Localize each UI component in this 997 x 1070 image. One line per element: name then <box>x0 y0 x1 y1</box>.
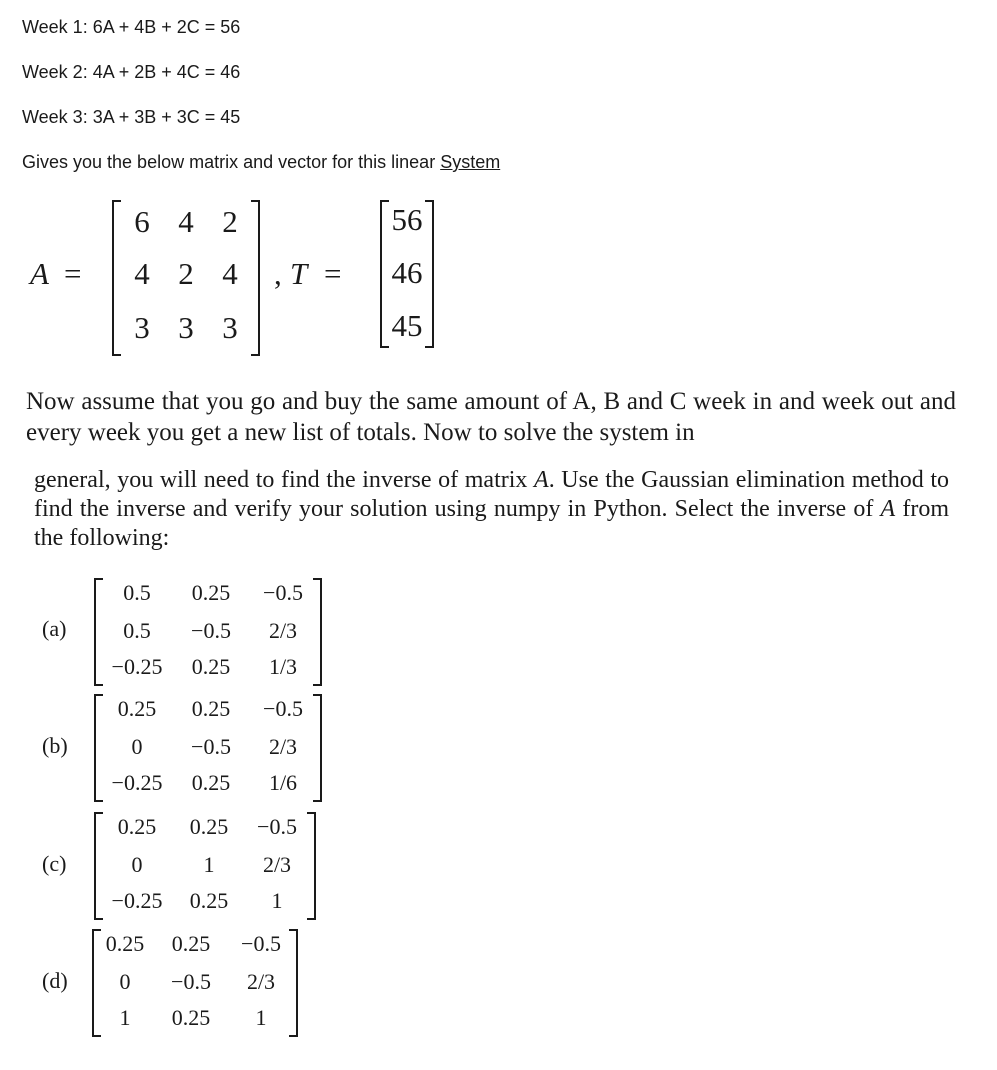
vector-t <box>380 200 434 348</box>
matrix-a-cell: 4 <box>134 256 150 291</box>
matrix-a-cell: 6 <box>134 204 150 239</box>
option-matrix <box>94 694 322 802</box>
t-label: T <box>290 256 308 291</box>
matrix-cell: 0.25 <box>191 770 231 795</box>
left-bracket <box>94 694 103 802</box>
left-bracket <box>94 812 103 920</box>
matrix-cell: −0.5 <box>263 696 303 721</box>
matrix-cell: 2/3 <box>268 734 298 759</box>
paragraph-2-part: . Use the Gaussian elimination method to find the inverse and verify your solution using numpy in Python. Select the inverse of <box>34 467 949 522</box>
equals-sign: = <box>324 256 342 291</box>
matrix-cell: 0 <box>131 852 143 877</box>
option-a[interactable] <box>42 576 342 686</box>
matrix-cell: 2/3 <box>246 969 276 994</box>
matrix-cell: 0.25 <box>171 1005 211 1030</box>
right-bracket <box>289 929 298 1037</box>
vector-t-cell: 45 <box>391 308 423 343</box>
matrix-cell: 0.25 <box>171 931 211 956</box>
matrix-cell: 2/3 <box>262 852 292 877</box>
matrix-cell: 0 <box>119 969 131 994</box>
matrix-a-cell: 3 <box>134 310 150 345</box>
matrix-cell: −0.5 <box>191 618 231 643</box>
vector-t-cell: 56 <box>391 202 423 237</box>
right-bracket <box>251 200 260 356</box>
matrix-cell: 0.25 <box>189 814 229 839</box>
matrix-cell: 1 <box>119 1005 131 1030</box>
equals-sign: = <box>64 256 82 291</box>
matrix-cell: 1/3 <box>268 654 298 679</box>
matrix-variable: A <box>534 467 549 493</box>
matrix-cell: −0.25 <box>111 654 163 679</box>
matrix-a-cell: 2 <box>178 256 194 291</box>
paragraph-2-part: general, you will need to find the inverse of matrix <box>34 467 535 493</box>
equation-week-3: Week 3: 3A + 3B + 3C = 45 <box>22 107 241 127</box>
matrix-cell: 0.5 <box>123 618 151 643</box>
vector-t-cell: 46 <box>391 255 423 290</box>
matrix-a <box>112 200 260 356</box>
matrix-cell: 1 <box>271 888 283 913</box>
intro-line <box>22 152 500 173</box>
matrix-cell: −0.25 <box>111 770 163 795</box>
option-matrix <box>94 578 322 686</box>
option-label: (b) <box>42 733 68 758</box>
matrix-cell: −0.25 <box>111 888 163 913</box>
system-link[interactable]: System <box>440 152 501 172</box>
matrix-equation <box>30 196 450 358</box>
option-b[interactable] <box>42 692 342 802</box>
matrix-a-cell: 4 <box>222 256 238 291</box>
option-matrix <box>94 812 316 920</box>
comma: , <box>274 256 282 291</box>
a-label: A <box>30 256 49 291</box>
matrix-variable: A <box>880 496 896 522</box>
matrix-cell: −0.5 <box>191 734 231 759</box>
matrix-a-cell: 3 <box>222 310 238 345</box>
matrix-cell: 0.5 <box>123 580 151 605</box>
matrix-cell: −0.5 <box>171 969 211 994</box>
matrix-a-cell: 4 <box>178 204 194 239</box>
paragraph-2-part: from the following: <box>34 496 949 551</box>
matrix-a-cell: 2 <box>222 204 238 239</box>
matrix-cell: −0.5 <box>263 580 303 605</box>
matrix-cell: 1/6 <box>268 770 298 795</box>
option-d[interactable] <box>42 927 342 1037</box>
matrix-cell: −0.5 <box>257 814 297 839</box>
matrix-cell: 0.25 <box>189 888 229 913</box>
matrix-cell: 0.25 <box>105 931 145 956</box>
intro-text: Gives you the below matrix and vector for this linear <box>22 152 441 172</box>
paragraph-2 <box>34 466 949 553</box>
option-c[interactable] <box>42 810 342 920</box>
equation-week-2: Week 2: 4A + 2B + 4C = 46 <box>22 62 241 82</box>
matrix-cell: 0.25 <box>117 696 157 721</box>
equation-week-1: Week 1: 6A + 4B + 2C = 56 <box>22 17 241 37</box>
matrix-cell: 0 <box>131 734 143 759</box>
option-label: (c) <box>42 851 67 876</box>
option-label: (a) <box>42 616 67 641</box>
matrix-cell: 1 <box>203 852 215 877</box>
option-label: (d) <box>42 968 68 993</box>
matrix-cell: 0.25 <box>117 814 157 839</box>
matrix-a-cell: 3 <box>178 310 194 345</box>
matrix-cell: 0.25 <box>191 654 231 679</box>
left-bracket <box>94 578 103 686</box>
left-bracket <box>112 200 121 356</box>
matrix-cell: −0.5 <box>241 931 281 956</box>
matrix-cell: 1 <box>255 1005 267 1030</box>
matrix-cell: 0.25 <box>191 580 231 605</box>
paragraph-1: Now assume that you go and buy the same amount of A, B and C week in and week out and every week you get a new list of totals. Now to solve the system in <box>26 388 956 446</box>
option-matrix <box>92 929 298 1037</box>
matrix-cell: 2/3 <box>268 618 298 643</box>
matrix-cell: 0.25 <box>191 696 231 721</box>
